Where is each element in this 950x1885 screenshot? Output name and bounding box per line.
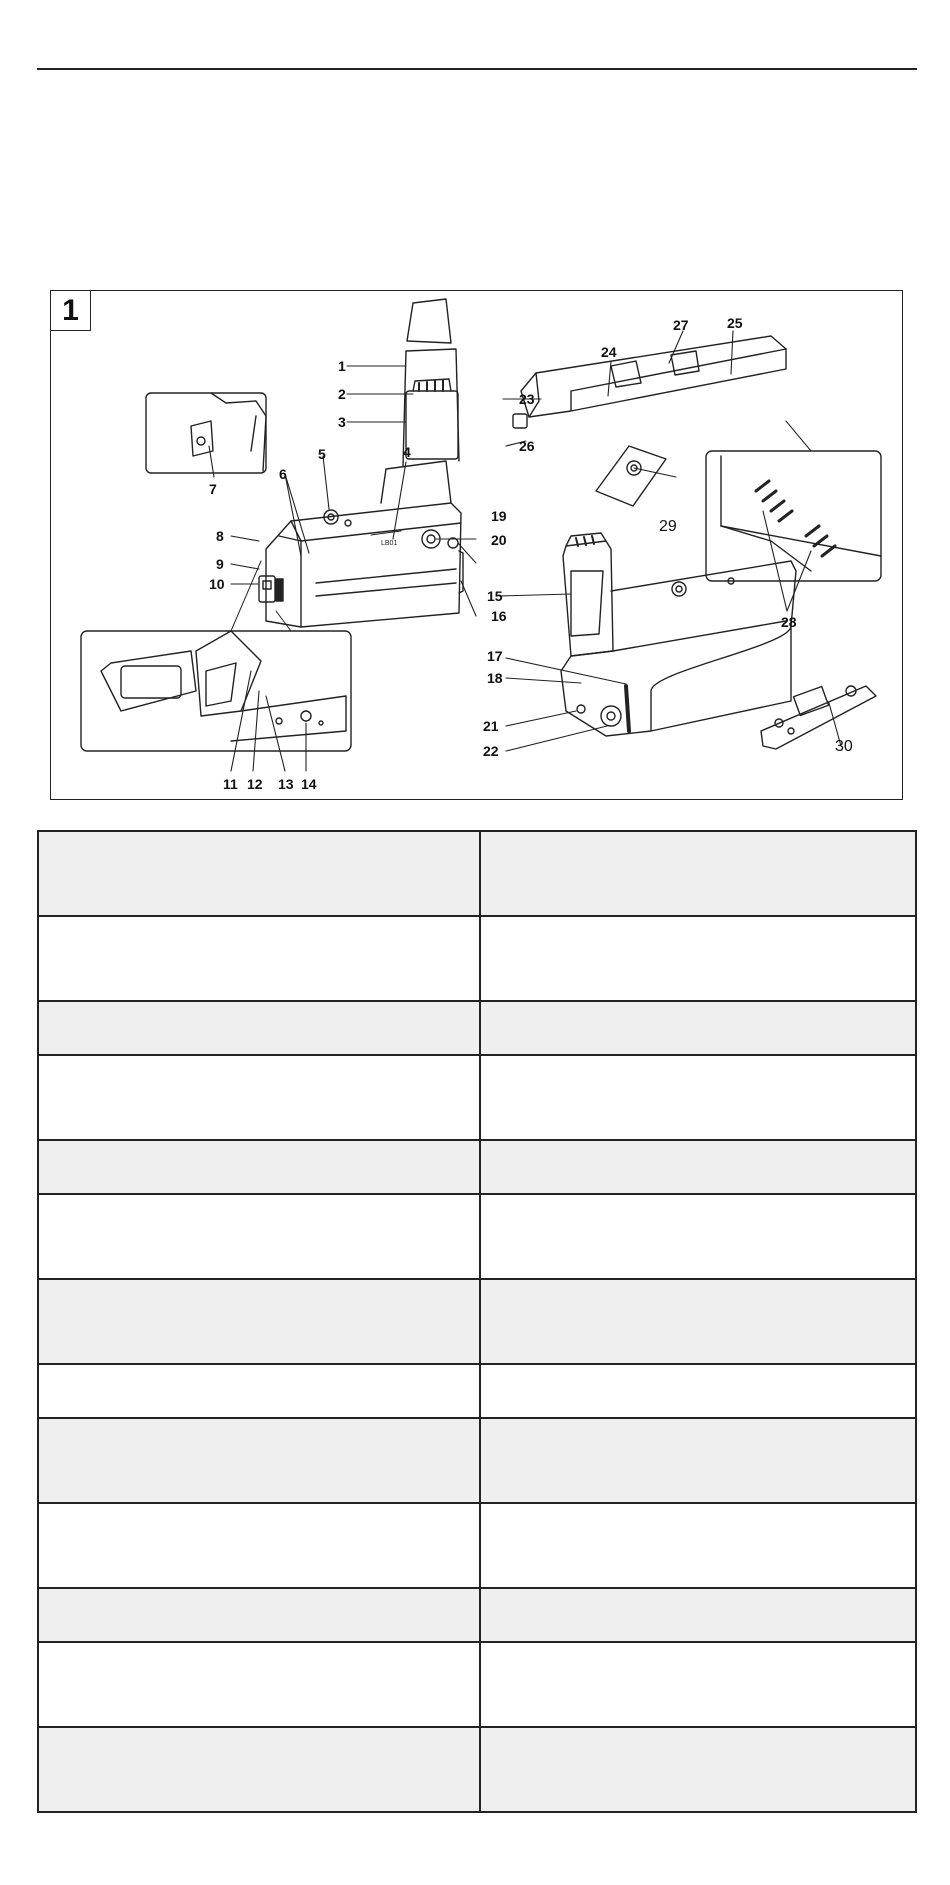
header-rule [37, 68, 917, 70]
battery-tray-drawing [513, 336, 786, 428]
table-cell-right [480, 1364, 916, 1418]
callout-19: 19 [491, 508, 507, 524]
table-cell-right [480, 1642, 916, 1727]
callout-18: 18 [487, 670, 503, 686]
inset-right [706, 421, 881, 581]
table-row [38, 1418, 916, 1503]
table-row [38, 1279, 916, 1364]
callout-30: 30 [835, 738, 853, 755]
table-cell-right [480, 1418, 916, 1503]
callout-16: 16 [491, 608, 507, 624]
table-row [38, 1140, 916, 1194]
lcd-remote-drawing [761, 686, 876, 749]
table-row [38, 1194, 916, 1279]
table-cell-left [38, 1279, 480, 1364]
callout-4: 4 [403, 444, 411, 460]
table-cell-right [480, 1055, 916, 1140]
table-cell-left [38, 1588, 480, 1642]
callout-3: 3 [338, 414, 346, 430]
table-cell-left [38, 1140, 480, 1194]
table-cell-left [38, 1055, 480, 1140]
table-row [38, 831, 916, 916]
table-row [38, 1642, 916, 1727]
inset-top-left [146, 393, 266, 473]
callout-9: 9 [216, 556, 224, 572]
callout-15: 15 [487, 588, 503, 604]
table-cell-left [38, 916, 480, 1001]
callout-24: 24 [601, 344, 617, 360]
parts-table-body [38, 831, 916, 1812]
table-cell-left [38, 831, 480, 916]
table-cell-left [38, 1418, 480, 1503]
product-diagram [51, 291, 904, 801]
table-row [38, 1055, 916, 1140]
table-cell-right [480, 831, 916, 916]
table-cell-right [480, 1140, 916, 1194]
callout-17: 17 [487, 648, 503, 664]
battery-door-drawing [406, 299, 458, 459]
callout-20: 20 [491, 532, 507, 548]
wireless-remote-drawing [596, 446, 666, 506]
table-cell-right [480, 1279, 916, 1364]
callout-5: 5 [318, 446, 326, 462]
callout-21: 21 [483, 718, 499, 734]
table-cell-left [38, 1364, 480, 1418]
callout-13: 13 [278, 776, 294, 792]
callout-26: 26 [519, 438, 535, 454]
parts-table [37, 830, 917, 1813]
table-cell-left [38, 1727, 480, 1812]
table-row [38, 1727, 916, 1812]
table-cell-right [480, 1503, 916, 1588]
table-cell-right [480, 916, 916, 1001]
callout-14: 14 [301, 776, 317, 792]
table-cell-right [480, 1727, 916, 1812]
callout-22: 22 [483, 743, 499, 759]
callout-29: 29 [659, 518, 677, 535]
callout-23: 23 [519, 391, 535, 407]
table-row [38, 1588, 916, 1642]
table-cell-right [480, 1001, 916, 1055]
callout-7: 7 [209, 481, 217, 497]
table-cell-left [38, 1001, 480, 1055]
table-cell-left [38, 1642, 480, 1727]
table-cell-left [38, 1503, 480, 1588]
callout-6: 6 [279, 466, 287, 482]
grip-model-text: LB01 [381, 540, 398, 547]
table-row [38, 1364, 916, 1418]
table-row [38, 916, 916, 1001]
callout-27: 27 [673, 317, 689, 333]
callout-11: 11 [223, 776, 238, 792]
callout-12: 12 [247, 776, 263, 792]
battery-grip-rear-drawing [561, 533, 796, 736]
product-diagram-figure [50, 290, 903, 800]
callout-28: 28 [781, 614, 797, 630]
callout-1: 1 [338, 358, 346, 374]
table-row [38, 1503, 916, 1588]
figure-number: 1 [51, 291, 91, 331]
callout-10: 10 [209, 576, 225, 592]
callout-2: 2 [338, 386, 346, 402]
table-cell-right [480, 1588, 916, 1642]
table-cell-left [38, 1194, 480, 1279]
table-row [38, 1001, 916, 1055]
callout-25: 25 [727, 315, 743, 331]
callout-8: 8 [216, 528, 224, 544]
table-cell-right [480, 1194, 916, 1279]
